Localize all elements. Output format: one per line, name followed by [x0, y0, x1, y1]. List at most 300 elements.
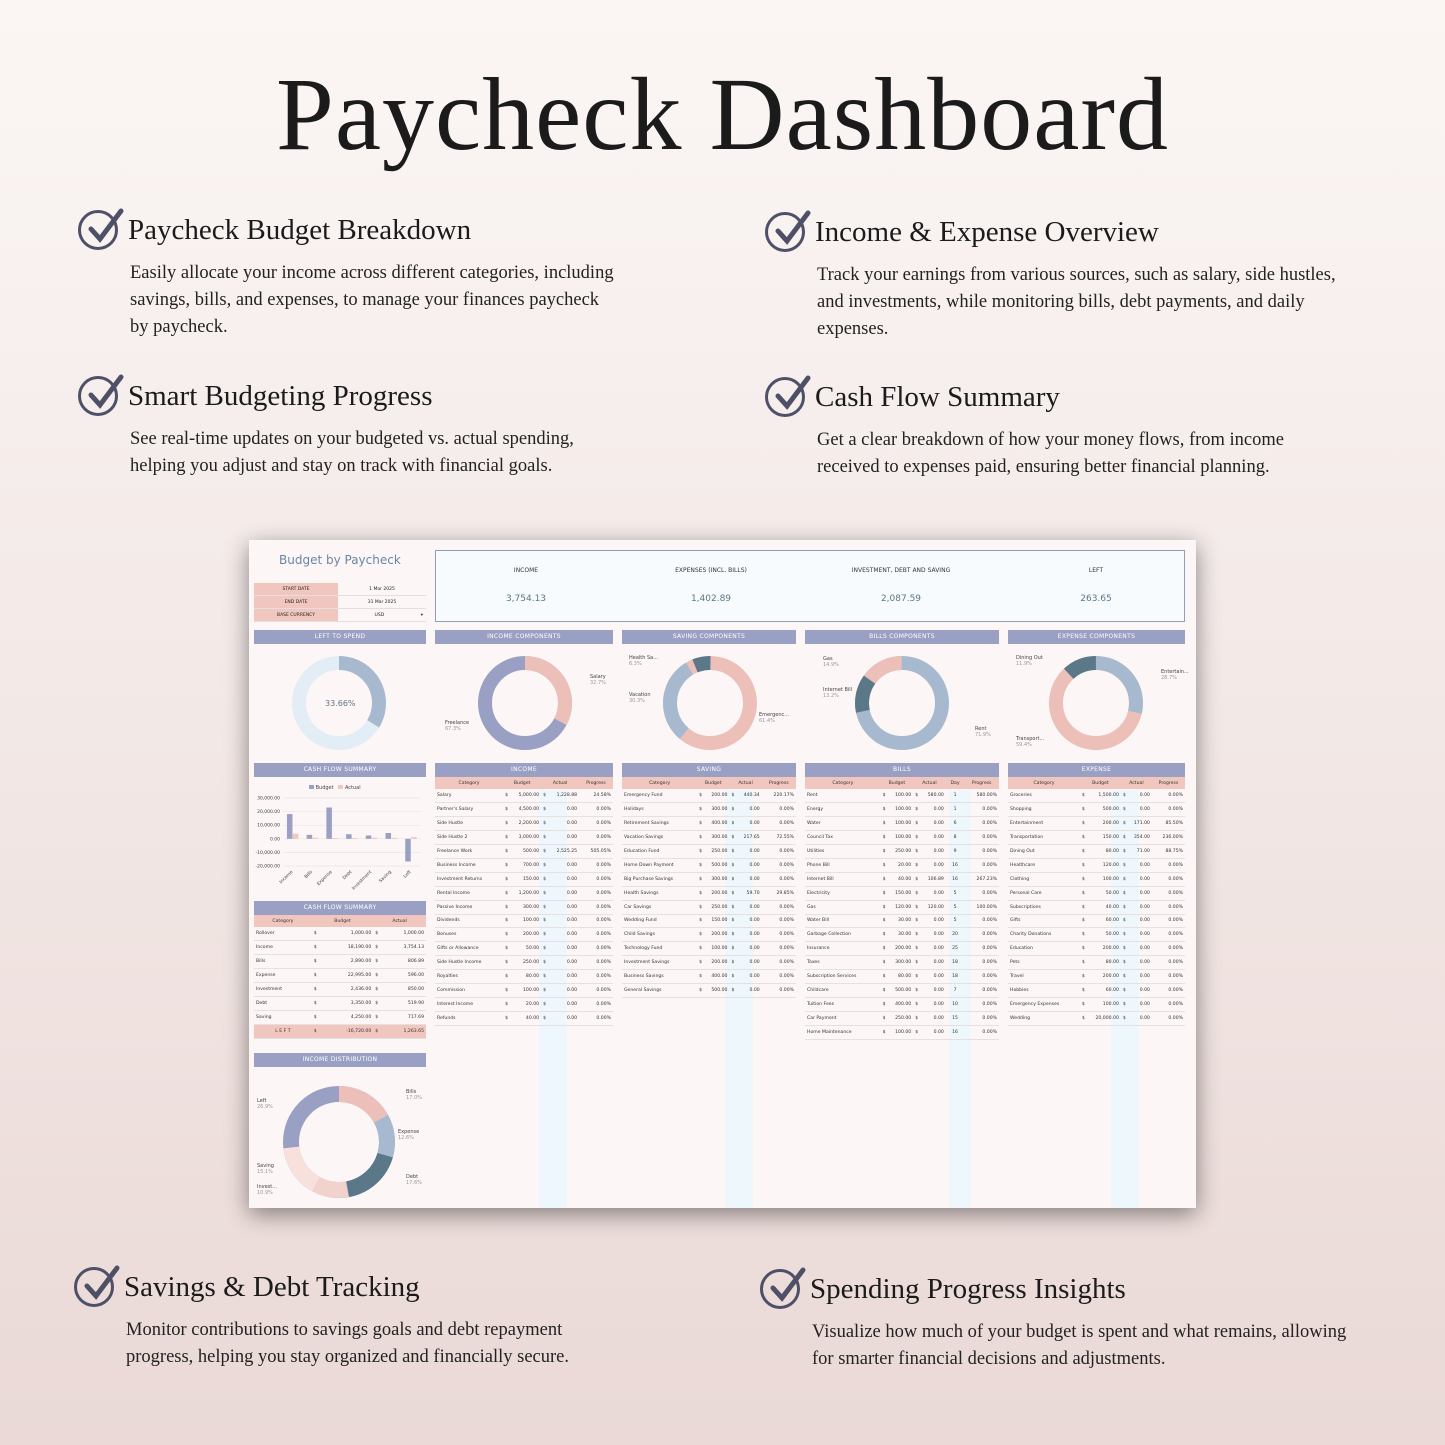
chart-x-tick: Expense	[316, 869, 334, 887]
category-cell: Groceries	[1008, 789, 1080, 803]
progress-cell: 0.00%	[964, 914, 999, 928]
day-cell[interactable]: 1	[946, 803, 965, 817]
budget-cell[interactable]: $ 250.00	[881, 845, 914, 859]
column-header: Budget	[312, 915, 374, 927]
feature-title: Cash Flow Summary	[815, 380, 1060, 413]
day-cell[interactable]: 18	[946, 956, 965, 970]
actual-cell: $ 0.00	[913, 997, 946, 1011]
budget-cell[interactable]: $ 30.00	[881, 928, 914, 942]
actual-cell: $ 0.00	[913, 845, 946, 859]
table-row[interactable]	[435, 956, 613, 970]
table-row[interactable]	[622, 900, 796, 914]
progress-cell: 0.00%	[579, 970, 613, 984]
day-cell[interactable]: 20	[946, 928, 965, 942]
table-row[interactable]	[622, 817, 796, 831]
donut-label: Health Sa... 6.3%	[629, 655, 659, 667]
table-row[interactable]	[435, 900, 613, 914]
table-row[interactable]	[622, 858, 796, 872]
actual-cell: $ 106.89	[913, 872, 946, 886]
chart-y-tick: 0.00	[269, 837, 280, 843]
table-row[interactable]	[622, 928, 796, 942]
column-header: Actual	[729, 777, 761, 789]
chart-bar	[313, 838, 319, 839]
budget-cell[interactable]: $ 120.00	[881, 900, 914, 914]
category-cell: Home Maintenance	[805, 1025, 881, 1039]
category-cell: Entertainment	[1008, 817, 1080, 831]
budget-cell[interactable]: $ 500.00	[697, 858, 729, 872]
chart-bar	[411, 837, 417, 839]
category-cell: Clothing	[1008, 872, 1080, 886]
table-row[interactable]	[1008, 942, 1185, 956]
category-cell: Expense	[254, 969, 312, 983]
income-donut	[485, 663, 565, 743]
progress-cell: 0.00%	[579, 858, 613, 872]
table-row[interactable]	[1008, 886, 1185, 900]
budget-cell[interactable]: $ 100.00	[881, 789, 914, 803]
table-row[interactable]	[622, 845, 796, 859]
budget-cell[interactable]: $ 50.00	[503, 942, 541, 956]
actual-cell: $ 0.00	[913, 970, 946, 984]
chart-y-tick: -10,000.00	[255, 850, 280, 856]
day-cell[interactable]: 25	[946, 942, 965, 956]
progress-cell: 0.00%	[762, 845, 796, 859]
budget-cell[interactable]: $ 500.00	[1080, 803, 1121, 817]
table-row[interactable]	[622, 872, 796, 886]
donut-label: Debt 17.6%	[406, 1174, 422, 1186]
progress-cell: 0.00%	[1152, 928, 1185, 942]
column-header: Progress	[579, 777, 613, 789]
category-cell: Education Fund	[622, 845, 697, 859]
progress-cell: 0.00%	[964, 845, 999, 859]
budget-cell[interactable]: $ 200.00	[503, 928, 541, 942]
budget-cell[interactable]: $ 250.00	[697, 900, 729, 914]
category-cell: Shopping	[1008, 803, 1080, 817]
table-row[interactable]	[1008, 831, 1185, 845]
table-row[interactable]	[805, 983, 999, 997]
category-cell: Bonuses	[435, 928, 503, 942]
table-row[interactable]	[435, 831, 613, 845]
budget-cell[interactable]: $ 40.00	[503, 1011, 541, 1025]
table-row[interactable]	[435, 789, 613, 803]
budget-cell[interactable]: $ 3,000.00	[503, 831, 541, 845]
category-cell: Personal Care	[1008, 886, 1080, 900]
budget-cell[interactable]: $ 200.00	[697, 886, 729, 900]
budget-cell[interactable]: $ 200.00	[697, 956, 729, 970]
budget-cell[interactable]: $ 500.00	[881, 983, 914, 997]
budget-cell: $ 22,995.00	[312, 969, 374, 983]
chart-y-tick: 10,000.00	[257, 823, 280, 829]
progress-cell: 0.00%	[579, 928, 613, 942]
table-row[interactable]	[1008, 928, 1185, 942]
day-cell[interactable]: 15	[946, 1011, 965, 1025]
budget-cell[interactable]: $ 100.00	[503, 983, 541, 997]
budget-cell[interactable]: $ 60.00	[1080, 983, 1121, 997]
donut-label: Gas 14.9%	[823, 656, 839, 668]
table-row[interactable]	[805, 956, 999, 970]
budget-cell[interactable]: $ 100.00	[1080, 997, 1121, 1011]
chart-x-tick: Income	[279, 869, 295, 886]
table-row[interactable]	[1008, 845, 1185, 859]
saving-table-header: SAVING	[622, 763, 796, 777]
income-components-header: INCOME COMPONENTS	[435, 630, 613, 644]
progress-cell: 0.00%	[762, 914, 796, 928]
table-row[interactable]	[622, 886, 796, 900]
table-row	[254, 996, 426, 1010]
bills-donut	[846, 647, 958, 758]
table-row[interactable]	[622, 956, 796, 970]
budget-cell[interactable]: $ 4,500.00	[503, 803, 541, 817]
table-row[interactable]	[805, 858, 999, 872]
table-row[interactable]	[1008, 914, 1185, 928]
table-row[interactable]	[1008, 872, 1185, 886]
budget-cell[interactable]: $ 80.00	[503, 970, 541, 984]
budget-cell[interactable]: $ 2,200.00	[503, 817, 541, 831]
table-row[interactable]	[1008, 970, 1185, 984]
progress-cell: 0.00%	[1152, 983, 1185, 997]
day-cell[interactable]: 16	[946, 872, 965, 886]
category-cell: Investment Savings	[622, 956, 697, 970]
table-row[interactable]	[805, 1011, 999, 1025]
category-cell: Bills	[254, 955, 312, 969]
table-row[interactable]	[435, 928, 613, 942]
actual-cell: $ 0.00	[729, 872, 761, 886]
chart-x-tick: Saving	[378, 869, 393, 885]
category-cell: Vacation Savings	[622, 831, 697, 845]
budget-cell[interactable]: $ 5,000.00	[503, 789, 541, 803]
budget-cell[interactable]: $ 400.00	[881, 997, 914, 1011]
budget-cell[interactable]: $ 200.00	[881, 942, 914, 956]
feature-cash-flow	[765, 377, 1385, 481]
table-row[interactable]	[435, 997, 613, 1011]
table-row[interactable]	[805, 803, 999, 817]
progress-cell: 0.00%	[762, 900, 796, 914]
actual-cell: $ 1,000.00	[373, 927, 426, 941]
table-row[interactable]	[1008, 956, 1185, 970]
budget-cell[interactable]: $ 50.00	[1080, 886, 1121, 900]
table-row[interactable]	[805, 789, 999, 803]
budget-cell[interactable]: $ 20.00	[503, 997, 541, 1011]
progress-cell: 72.55%	[762, 831, 796, 845]
day-cell[interactable]: 6	[946, 817, 965, 831]
page-title: Paycheck Dashboard	[275, 57, 1169, 172]
budget-cell[interactable]: $ 50.00	[1080, 928, 1121, 942]
budget-cell[interactable]: $ 250.00	[881, 1011, 914, 1025]
actual-cell: $ 0.00	[1121, 803, 1152, 817]
category-cell: Debt	[254, 996, 312, 1010]
budget-cell[interactable]: $ 100.00	[697, 942, 729, 956]
sheet-title: Budget by Paycheck	[279, 553, 401, 567]
progress-cell: 0.00%	[762, 817, 796, 831]
table-row[interactable]	[622, 983, 796, 997]
table-header-row	[254, 915, 426, 927]
actual-cell: $ 0.00	[1121, 858, 1152, 872]
actual-cell: $ 519.90	[373, 996, 426, 1010]
day-cell[interactable]: 7	[946, 983, 965, 997]
table-row[interactable]	[805, 845, 999, 859]
chart-x-tick: Bills	[303, 869, 314, 880]
category-cell: Rent	[805, 789, 881, 803]
actual-cell: $ 171.00	[1121, 817, 1152, 831]
progress-cell: 0.00%	[1152, 803, 1185, 817]
budget-cell[interactable]: $ 500.00	[697, 983, 729, 997]
table-row[interactable]	[1008, 900, 1185, 914]
budget-cell[interactable]: $ 30.00	[881, 914, 914, 928]
actual-cell: $ 0.00	[541, 997, 579, 1011]
end-date-value[interactable]: 31 Mar 2025	[367, 600, 397, 605]
feature-budget-breakdown	[78, 210, 698, 341]
category-cell: Gas	[805, 900, 881, 914]
actual-cell: $ 806.89	[373, 955, 426, 969]
progress-cell: 0.00%	[964, 886, 999, 900]
table-row[interactable]	[1008, 858, 1185, 872]
total-actual: $ 1,263.65	[373, 1024, 426, 1038]
table-row[interactable]	[1008, 997, 1185, 1011]
progress-cell: 0.00%	[579, 914, 613, 928]
column-header: Category	[805, 777, 881, 789]
category-cell: Side Hustle 2	[435, 831, 503, 845]
budget-cell[interactable]: $ 700.00	[503, 858, 541, 872]
table-row[interactable]	[805, 997, 999, 1011]
budget-cell[interactable]: $ 1,200.00	[503, 886, 541, 900]
budget-cell[interactable]: $ 150.00	[503, 872, 541, 886]
table-row[interactable]	[1008, 803, 1185, 817]
donut-label: Salary 32.7%	[590, 674, 606, 686]
budget-cell[interactable]: $ 500.00	[503, 845, 541, 859]
budget-cell[interactable]: $ 40.00	[881, 872, 914, 886]
budget-cell[interactable]: $ 1,500.00	[1080, 789, 1121, 803]
table-row[interactable]	[435, 817, 613, 831]
chart-y-tick: 30,000.00	[257, 796, 280, 802]
budget-cell[interactable]: $ 400.00	[697, 970, 729, 984]
day-cell[interactable]: 8	[946, 831, 965, 845]
column-header: Actual	[373, 915, 426, 927]
budget-cell[interactable]: $ 80.00	[1080, 845, 1121, 859]
budget-cell[interactable]: $ 300.00	[503, 900, 541, 914]
budget-cell[interactable]: $ 300.00	[881, 956, 914, 970]
progress-cell: 29.85%	[762, 886, 796, 900]
chart-bar	[366, 835, 372, 838]
budget-cell[interactable]: $ 100.00	[881, 817, 914, 831]
budget-cell[interactable]: $ 200.00	[1080, 942, 1121, 956]
table-row[interactable]	[805, 928, 999, 942]
table-row[interactable]	[805, 970, 999, 984]
table-row[interactable]	[435, 942, 613, 956]
budget-cell[interactable]: $ 300.00	[697, 872, 729, 886]
table-row[interactable]	[1008, 983, 1185, 997]
progress-cell: 0.00%	[579, 886, 613, 900]
category-cell: Emergency Expenses	[1008, 997, 1080, 1011]
day-cell[interactable]: 18	[946, 970, 965, 984]
actual-cell: $ 0.00	[729, 817, 761, 831]
day-cell[interactable]: 16	[946, 1025, 965, 1039]
budget-cell[interactable]: $ 120.00	[1080, 858, 1121, 872]
category-cell: Gifts or Allowance	[435, 942, 503, 956]
progress-cell: 236.00%	[1152, 831, 1185, 845]
progress-cell: 0.00%	[762, 858, 796, 872]
budget-cell[interactable]: $ 300.00	[697, 803, 729, 817]
feature-title: Income & Expense Overview	[815, 215, 1159, 248]
table-row[interactable]	[805, 886, 999, 900]
total-label: L E F T	[254, 1024, 312, 1038]
kpi-summary	[435, 550, 1185, 622]
day-cell[interactable]: 5	[946, 900, 965, 914]
budget-cell[interactable]: $ 20,000.00	[1080, 1011, 1121, 1025]
progress-cell: 0.00%	[1152, 789, 1185, 803]
table-row[interactable]	[622, 831, 796, 845]
donut-label: Invest... 10.9%	[257, 1184, 278, 1196]
category-cell: Subscriptions	[1008, 900, 1080, 914]
column-header: Category	[622, 777, 697, 789]
table-row[interactable]	[435, 1011, 613, 1025]
table-row[interactable]	[1008, 789, 1185, 803]
actual-cell: $ 2,525.25	[541, 845, 579, 859]
income-table-header: INCOME	[435, 763, 613, 777]
actual-cell: $ 440.34	[729, 789, 761, 803]
budget-cell[interactable]: $ 100.00	[881, 803, 914, 817]
table-row[interactable]	[805, 942, 999, 956]
day-cell[interactable]: 16	[946, 858, 965, 872]
actual-cell: $ 0.00	[913, 956, 946, 970]
actual-cell: $ 0.00	[729, 956, 761, 970]
start-date-value[interactable]: 1 Mar 2025	[369, 587, 395, 592]
actual-cell: $ 0.00	[541, 956, 579, 970]
table-row	[254, 927, 426, 941]
budget-cell[interactable]: $ 100.00	[881, 1025, 914, 1039]
income-distribution-header: INCOME DISTRIBUTION	[254, 1053, 426, 1067]
category-cell: Business Income	[435, 858, 503, 872]
category-cell: Side Hustle Income	[435, 956, 503, 970]
table-row[interactable]	[805, 831, 999, 845]
category-cell: Salary	[435, 789, 503, 803]
table-row[interactable]	[805, 900, 999, 914]
table-row[interactable]	[435, 886, 613, 900]
budget-cell[interactable]: $ 80.00	[881, 970, 914, 984]
progress-cell: 88.75%	[1152, 845, 1185, 859]
actual-cell: $ 717.69	[373, 1010, 426, 1024]
budget-cell[interactable]: $ 150.00	[1080, 831, 1121, 845]
table-row[interactable]	[435, 803, 613, 817]
budget-cell[interactable]: $ 250.00	[697, 845, 729, 859]
progress-cell: 0.00%	[964, 956, 999, 970]
table-row	[254, 969, 426, 983]
actual-cell: $ 0.00	[541, 886, 579, 900]
budget-cell[interactable]: $ 100.00	[1080, 872, 1121, 886]
table-row[interactable]	[435, 914, 613, 928]
category-cell: Childcare	[805, 983, 881, 997]
progress-cell: 0.00%	[762, 872, 796, 886]
category-cell: Rental Income	[435, 886, 503, 900]
table-row[interactable]	[622, 970, 796, 984]
chart-bar	[405, 839, 411, 862]
table-row[interactable]	[1008, 1011, 1185, 1025]
category-cell: Internet Bill	[805, 872, 881, 886]
base-currency-select[interactable]: USD ▾	[338, 609, 426, 621]
table-row[interactable]	[435, 970, 613, 984]
table-row[interactable]	[1008, 817, 1185, 831]
category-cell: Water	[805, 817, 881, 831]
category-cell: Emergency Fund	[622, 789, 697, 803]
column-header: Budget	[697, 777, 729, 789]
actual-cell: $ 0.00	[541, 983, 579, 997]
table-row[interactable]	[435, 858, 613, 872]
table-row[interactable]	[622, 789, 796, 803]
category-cell: Health Savings	[622, 886, 697, 900]
cash-flow-bar-chart	[249, 792, 429, 892]
budget-cell[interactable]: $ 200.00	[697, 789, 729, 803]
category-cell: Saving	[254, 1010, 312, 1024]
left-to-spend-percent: 33.66%	[325, 699, 356, 708]
actual-cell: $ 0.00	[913, 928, 946, 942]
table-row[interactable]	[805, 914, 999, 928]
saving-donut	[654, 647, 767, 758]
cash-flow-chart-header: CASH FLOW SUMMARY	[254, 763, 426, 777]
budget-cell[interactable]: $ 40.00	[1080, 900, 1121, 914]
table-row[interactable]	[435, 845, 613, 859]
table-row[interactable]	[435, 872, 613, 886]
day-cell[interactable]: 1	[946, 789, 965, 803]
category-cell: Car Payment	[805, 1011, 881, 1025]
table-row[interactable]	[622, 914, 796, 928]
column-header: Budget	[1080, 777, 1121, 789]
actual-cell: $ 0.00	[1121, 997, 1152, 1011]
budget-cell[interactable]: $ 20.00	[881, 858, 914, 872]
table-row[interactable]	[805, 817, 999, 831]
start-date-label: START DATE	[254, 583, 338, 595]
category-cell: Big Purchase Savings	[622, 872, 697, 886]
budget-cell[interactable]: $ 150.00	[881, 886, 914, 900]
budget-cell[interactable]: $ 200.00	[1080, 970, 1121, 984]
bills-components-header: BILLS COMPONENTS	[805, 630, 999, 644]
actual-cell: $ 0.00	[541, 817, 579, 831]
actual-cell: $ 0.00	[541, 872, 579, 886]
table-row[interactable]	[435, 983, 613, 997]
table-row[interactable]	[622, 942, 796, 956]
total-budget: $ -16,720.00	[312, 1024, 374, 1038]
progress-cell: 100.00%	[964, 900, 999, 914]
day-cell[interactable]: 9	[946, 845, 965, 859]
table-row[interactable]	[805, 872, 999, 886]
chart-bar	[332, 838, 338, 839]
feature-description: Easily allocate your income across different categories, including savings, bills, and expenses, to manage your finances paycheck by paycheck.	[130, 263, 614, 337]
donut-label: Dining Out 11.9%	[1016, 655, 1043, 667]
donut-label: Entertain... 28.7%	[1161, 669, 1189, 681]
budget-cell[interactable]: $ 200.00	[1080, 817, 1121, 831]
actual-cell: $ 0.00	[913, 914, 946, 928]
day-cell[interactable]: 10	[946, 997, 965, 1011]
budget-cell[interactable]: $ 80.00	[1080, 956, 1121, 970]
budget-cell[interactable]: $ 100.00	[881, 831, 914, 845]
budget-cell[interactable]: $ 60.00	[1080, 914, 1121, 928]
day-cell[interactable]: 5	[946, 914, 965, 928]
category-cell: Dividends	[435, 914, 503, 928]
day-cell[interactable]: 5	[946, 886, 965, 900]
table-row[interactable]	[805, 1025, 999, 1039]
table-row[interactable]	[622, 803, 796, 817]
budget-cell[interactable]: $ 400.00	[697, 817, 729, 831]
budget-cell[interactable]: $ 200.00	[697, 928, 729, 942]
budget-cell[interactable]: $ 100.00	[503, 914, 541, 928]
budget-cell[interactable]: $ 150.00	[697, 914, 729, 928]
check-circle-icon	[74, 1267, 114, 1307]
progress-cell: 0.00%	[762, 928, 796, 942]
progress-cell: 0.00%	[1152, 970, 1185, 984]
category-cell: Electricity	[805, 886, 881, 900]
kpi-left: LEFT 263.65	[1080, 567, 1112, 604]
category-cell: Council Tax	[805, 831, 881, 845]
budget-cell[interactable]: $ 250.00	[503, 956, 541, 970]
budget-cell[interactable]: $ 300.00	[697, 831, 729, 845]
check-circle-icon	[765, 377, 805, 417]
